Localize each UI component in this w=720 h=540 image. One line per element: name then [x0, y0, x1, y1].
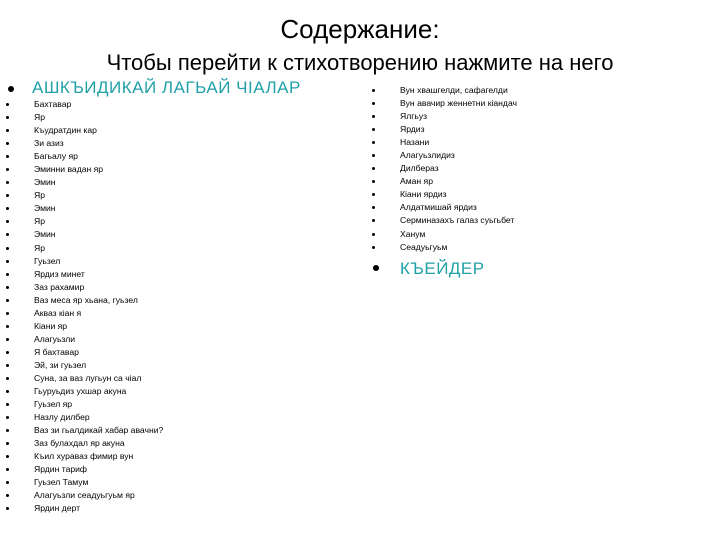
poem-link-label: Алагуьзли сеадуьгуьм яр [34, 490, 135, 501]
bullet-icon [6, 181, 9, 184]
poem-link-label: Къил хураваз фимир вун [34, 451, 134, 462]
bullet-icon [6, 129, 9, 132]
section-heading-poems[interactable]: АШКЪИДИКАЙ ЛАГЬАЙ ЧІАЛАР [32, 78, 301, 97]
bullet-icon [6, 351, 9, 354]
bullet-icon [6, 247, 9, 250]
poem-link-label: Кіани яр [34, 320, 68, 331]
poem-link-label: Вун хвашгелди, сафагелди [400, 85, 508, 95]
poem-link-label: Назани [400, 137, 430, 148]
poem-link-label: Гуьзел Тамум [34, 477, 89, 488]
poem-link-label: Кіани ярдиз [400, 189, 447, 200]
page-title: Содержание: [280, 14, 440, 44]
bullet-icon [6, 142, 9, 145]
poem-link-label: Яр [34, 242, 45, 253]
bullet-icon [372, 180, 375, 183]
bullet-icon [6, 455, 9, 458]
poem-link-label: Эй, зи гуьзел [34, 359, 87, 370]
bullet-icon [6, 507, 9, 510]
bullet-icon [6, 429, 9, 432]
bullet-icon [6, 416, 9, 419]
bullet-icon [6, 233, 9, 236]
poem-link-label: Бахтавар [34, 99, 72, 109]
bullet-icon [372, 102, 375, 105]
bullet-icon [6, 116, 9, 119]
bullet-icon [6, 338, 9, 341]
poem-link-label: Яр [34, 216, 45, 227]
poem-link-label: Зи азиз [34, 138, 64, 149]
poem-link-label: Ярдиз [400, 124, 425, 135]
poem-link-label: Ваз зи гьалдикай хабар авачни? [34, 425, 164, 436]
section-bullet-left [8, 86, 14, 92]
poem-link-label: Гуьзел [34, 255, 61, 266]
bullet-icon [6, 168, 9, 171]
bullet-icon [372, 206, 375, 209]
poem-link-label: Эмин [34, 177, 56, 188]
poem-link-label: Алдатмишай ярдиз [400, 202, 477, 213]
poem-link-label: Гуьзел яр [34, 399, 73, 410]
bullet-icon [6, 220, 9, 223]
section-bullet-right [373, 265, 379, 271]
poem-link-label: Яр [34, 190, 45, 201]
poem-link-label: Эминни вадан яр [34, 164, 104, 175]
bullet-icon [372, 128, 375, 131]
bullet-icon [6, 377, 9, 380]
bullet-icon [6, 364, 9, 367]
bullet-icon [6, 494, 9, 497]
poem-link-label: Суна, за ваз лугьун са чіал [34, 372, 142, 383]
poem-link-label: Назлу дилбер [34, 412, 90, 423]
bullet-icon [6, 260, 9, 263]
bullet-icon [6, 312, 9, 315]
poem-link-label: Гьуруьдиз ухшар акуна [34, 386, 127, 397]
bullet-icon [372, 141, 375, 144]
poem-link-label: Аман яр [400, 176, 433, 187]
poem-link-label: Дилбераз [400, 163, 439, 174]
bullet-icon [372, 167, 375, 170]
bullet-icon [372, 89, 375, 92]
bullet-icon [372, 193, 375, 196]
bullet-icon [6, 468, 9, 471]
poem-link-label: Я бахтавар [34, 346, 79, 357]
bullet-icon [6, 103, 9, 106]
bullet-icon [6, 207, 9, 210]
poem-link-label: Ярдин дерт [34, 503, 81, 514]
bullet-icon [6, 286, 9, 289]
poem-link-label: Багьалу яр [34, 151, 78, 162]
bullet-icon [6, 273, 9, 276]
bullet-icon [372, 219, 375, 222]
bullet-icon [6, 403, 9, 406]
poem-link-label: Акваз кіан я [34, 307, 82, 318]
bullet-icon [6, 194, 9, 197]
bullet-icon [6, 155, 9, 158]
poem-link-label: Ялгьуз [400, 111, 428, 122]
bullet-icon [6, 390, 9, 393]
poem-link-label: Сеадуьгуьм [400, 241, 448, 252]
bullet-icon [372, 154, 375, 157]
bullet-icon [372, 246, 375, 249]
poem-link-label: Вун авачир женнетни кіандач [400, 98, 518, 109]
poem-link-label: Ярдин тариф [34, 464, 88, 475]
poem-link-label: Ваз меса яр хьана, гуьзел [34, 294, 138, 305]
poem-link-label: Ханум [400, 228, 426, 239]
poem-link-label: Алагуьзли [34, 333, 76, 344]
bullet-icon [372, 115, 375, 118]
poem-link-label: Заз булахдал яр акуна [34, 438, 125, 449]
poem-link-label: Эмин [34, 203, 56, 214]
poem-link-label: Эмин [34, 229, 56, 240]
poem-link-label: Яр [34, 112, 45, 123]
bullet-icon [372, 233, 375, 236]
page-subtitle: Чтобы перейти к стихотворению нажмите на него [106, 50, 614, 75]
poem-link-label: Заз рахамир [34, 281, 85, 292]
bullet-icon [6, 325, 9, 328]
bullet-icon [6, 442, 9, 445]
section-heading-notes[interactable]: КЪЕЙДЕР [400, 259, 485, 278]
poem-link-label: Ярдиз минет [34, 268, 85, 279]
poem-link-label: Къудратдин кар [34, 125, 97, 136]
bullet-icon [6, 481, 9, 484]
poem-link-label: Алагуьзлидиз [400, 150, 455, 161]
bullet-icon [6, 299, 9, 302]
poem-link-label: Серминазахъ галаз суьгьбет [400, 215, 515, 226]
